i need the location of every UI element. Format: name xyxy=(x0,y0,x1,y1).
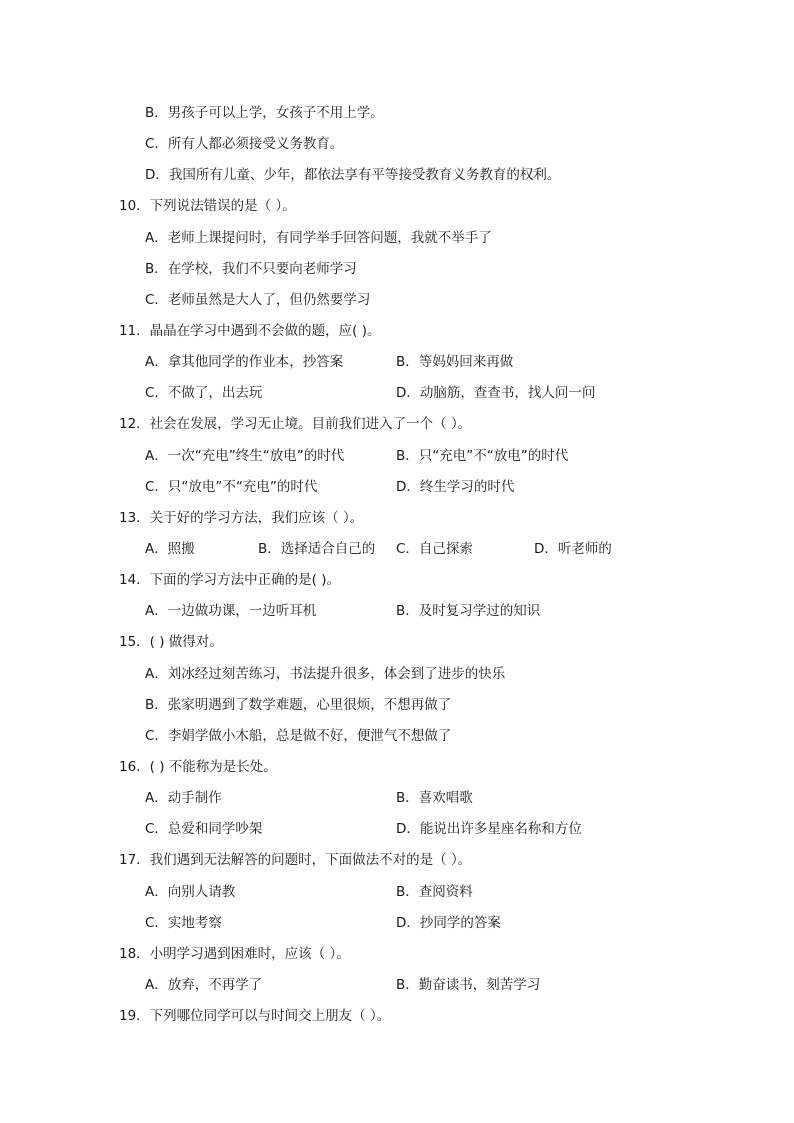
q13-stem: 13．关于好的学习方法，我们应该（ ）。 xyxy=(119,510,364,526)
q9-option-c: C．所有人都必须接受义务教育。 xyxy=(145,136,344,152)
q10-stem: 10．下列说法错误的是（ ）。 xyxy=(119,198,296,214)
q10-option-a: A．老师上课提问时，有同学举手回答问题，我就不举手了 xyxy=(145,230,492,246)
q11-stem: 11．晶晶在学习中遇到不会做的题，应( )。 xyxy=(119,323,381,339)
q18-option-a: A．放弃，不再学了 xyxy=(145,977,263,993)
q16-option-c: C．总爱和同学吵架 xyxy=(145,821,263,837)
q18-stem: 18．小明学习遇到困难时，应该（ ）。 xyxy=(119,946,350,962)
q15-stem: 15．( ) 做得对。 xyxy=(119,634,223,650)
q12-option-b: B．只“充电”不“放电”的时代 xyxy=(396,448,569,464)
q9-option-d: D．我国所有儿童、少年，都依法享有平等接受教育义务教育的权利。 xyxy=(145,167,561,183)
q17-option-a: A．向别人请教 xyxy=(145,884,236,900)
q17-option-c: C．实地考察 xyxy=(145,915,222,931)
q13-option-b: B．选择适合自己的 xyxy=(258,541,376,557)
q12-option-a: A．一次“充电”终生“放电”的时代 xyxy=(145,448,345,464)
q15-option-c: C．李娟学做小木船，总是做不好，便泄气不想做了 xyxy=(145,728,452,744)
q16-option-b: B．喜欢唱歌 xyxy=(396,790,473,806)
q15-option-b: B．张家明遇到了数学难题，心里很烦，不想再做了 xyxy=(145,697,452,713)
q17-option-b: B．查阅资料 xyxy=(396,884,473,900)
q17-stem: 17．我们遇到无法解答的问题时，下面做法不对的是（ ）。 xyxy=(119,852,472,868)
q11-option-d: D．动脑筋，查查书，找人问一问 xyxy=(396,385,596,401)
q10-option-c: C．老师虽然是大人了，但仍然要学习 xyxy=(145,292,371,308)
q16-option-d: D．能说出许多星座名称和方位 xyxy=(396,821,582,837)
q9-option-b: B．男孩子可以上学，女孩子不用上学。 xyxy=(145,105,384,121)
q13-option-a: A．照搬 xyxy=(145,541,195,557)
q16-option-a: A．动手制作 xyxy=(145,790,222,806)
q19-stem: 19．下列哪位同学可以与时间交上朋友（ ）。 xyxy=(119,1008,391,1024)
q12-option-d: D．终生学习的时代 xyxy=(396,479,515,495)
q14-option-a: A．一边做功课，一边听耳机 xyxy=(145,603,317,619)
q13-option-c: C．自己探索 xyxy=(396,541,473,557)
q11-option-c: C．不做了，出去玩 xyxy=(145,385,263,401)
q12-stem: 12．社会在发展，学习无止境。目前我们进入了一个（ ）。 xyxy=(119,416,472,432)
q17-option-d: D．抄同学的答案 xyxy=(396,915,501,931)
q13-option-d: D．听老师的 xyxy=(534,541,612,557)
q11-option-a: A．拿其他同学的作业本，抄答案 xyxy=(145,354,344,370)
q10-option-b: B．在学校，我们不只要向老师学习 xyxy=(145,261,357,277)
q15-option-a: A．刘冰经过刻苦练习，书法提升很多，体会到了进步的快乐 xyxy=(145,666,506,682)
q11-option-b: B．等妈妈回来再做 xyxy=(396,354,514,370)
q14-stem: 14．下面的学习方法中正确的是( )。 xyxy=(119,572,341,588)
q12-option-c: C．只“放电”不“充电”的时代 xyxy=(145,479,318,495)
q14-option-b: B．及时复习学过的知识 xyxy=(396,603,541,619)
q16-stem: 16．( ) 不能称为是长处。 xyxy=(119,759,277,775)
q18-option-b: B．勤奋读书，刻苦学习 xyxy=(396,977,541,993)
